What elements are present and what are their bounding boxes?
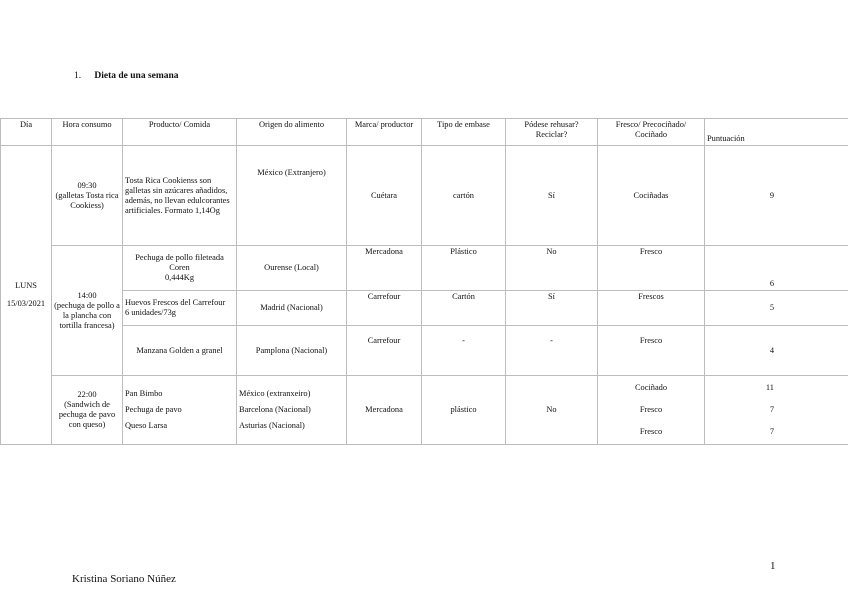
meal-description: (galletas Tosta rica Cookiess) bbox=[55, 190, 119, 210]
footer-author: Kristina Soriano Núñez bbox=[72, 573, 176, 585]
document-heading bbox=[74, 71, 179, 81]
state-value: Fresco bbox=[639, 427, 663, 436]
score-cell: 5 bbox=[705, 291, 848, 326]
time-cell bbox=[52, 376, 123, 445]
meal-description: (Sandwich de pechuga de pavo con queso) bbox=[58, 400, 116, 429]
brand-cell: Carrefour bbox=[347, 326, 422, 376]
reusable-cell: No bbox=[506, 246, 598, 291]
reusable-cell: Sí bbox=[506, 146, 598, 246]
origin-cell: Pamplona (Nacional) bbox=[237, 326, 347, 376]
packaging-cell: plástico bbox=[422, 376, 506, 445]
product-name: Queso Larsa bbox=[125, 421, 168, 430]
header-cell: Puntuación bbox=[705, 119, 848, 146]
heading-number: 1. bbox=[74, 71, 82, 81]
header-cell: Fresco/ Precociñado/ Cociñado bbox=[598, 119, 705, 146]
day-date: 15/03/2021 bbox=[6, 299, 46, 308]
table-row bbox=[1, 291, 848, 326]
meal-description: (pechuga de pollo a la plancha con tortilla francesa) bbox=[54, 300, 120, 330]
origin-name: Barcelona (Nacional) bbox=[239, 405, 311, 414]
product-cell bbox=[123, 291, 237, 326]
meal-time: 14:00 bbox=[77, 290, 97, 300]
score-cell: 4 bbox=[705, 326, 848, 376]
origin-cell: Madrid (Nacional) bbox=[237, 291, 347, 326]
day-name: LUNS bbox=[15, 281, 37, 290]
packaging-cell: - bbox=[422, 326, 506, 376]
product-name: Pan Bimbo bbox=[125, 389, 163, 398]
table-header-row bbox=[1, 119, 848, 146]
meal-time: 22:00 bbox=[77, 390, 97, 399]
product-name: Pechuga de pavo bbox=[125, 405, 182, 414]
header-cell: Producto/ Comida bbox=[123, 119, 237, 146]
product-cell: Tosta Rica Cookienss son galletas sin azúcares añadidos, además, no llevan edulcorantes artificiales. Formato 1,14Og bbox=[123, 146, 237, 246]
brand-cell: Carrefour bbox=[347, 291, 422, 326]
state-value: Cociñado bbox=[634, 383, 668, 392]
table-row bbox=[1, 146, 848, 246]
product-name: Pechuga de pollo fileteada Coren bbox=[135, 253, 224, 272]
packaging-cell: Cartón bbox=[422, 291, 506, 326]
reusable-cell: - bbox=[506, 326, 598, 376]
header-cell: Marca/ productor bbox=[347, 119, 422, 146]
packaging-cell: Plástico bbox=[422, 246, 506, 291]
reusable-cell: No bbox=[506, 376, 598, 445]
score-value: 7 bbox=[769, 427, 774, 436]
meal-time: 09:30 bbox=[77, 180, 97, 190]
state-cell: Fresco bbox=[598, 326, 705, 376]
score-value: 11 bbox=[765, 383, 774, 392]
header-cell: Tipo de embase bbox=[422, 119, 506, 146]
state-cell: Fresco bbox=[598, 246, 705, 291]
product-name: Huevos Frescos del Carrefour bbox=[125, 298, 226, 307]
state-cell bbox=[598, 376, 705, 445]
day-cell bbox=[1, 146, 52, 445]
header-cell: Pódese rehusar? Reciclar? bbox=[506, 119, 598, 146]
origin-name: México (extranxeiro) bbox=[239, 389, 311, 398]
score-cell bbox=[705, 376, 848, 445]
origin-cell: Ourense (Local) bbox=[237, 246, 347, 291]
state-value: Fresco bbox=[639, 405, 663, 414]
score-cell: 9 bbox=[705, 146, 848, 246]
product-quantity: 0,444Kg bbox=[164, 273, 195, 282]
product-cell bbox=[123, 376, 237, 445]
time-cell bbox=[52, 246, 123, 376]
table-row bbox=[1, 246, 848, 291]
brand-cell: Mercadona bbox=[347, 246, 422, 291]
brand-cell: Cuétara bbox=[347, 146, 422, 246]
table-row bbox=[1, 376, 848, 445]
origin-cell: México (Extranjero) bbox=[237, 146, 347, 246]
product-cell bbox=[123, 246, 237, 291]
state-cell: Cociñadas bbox=[598, 146, 705, 246]
score-value: 7 bbox=[769, 405, 774, 414]
product-cell: Manzana Golden a granel bbox=[123, 326, 237, 376]
reusable-cell: Sí bbox=[506, 291, 598, 326]
page-number: 1 bbox=[770, 560, 776, 572]
header-cell: Hora consumo bbox=[52, 119, 123, 146]
packaging-cell: cartón bbox=[422, 146, 506, 246]
time-cell bbox=[52, 146, 123, 246]
origin-name: Asturias (Nacional) bbox=[239, 421, 305, 430]
heading-title: Dieta de una semana bbox=[94, 71, 179, 81]
state-cell: Frescos bbox=[598, 291, 705, 326]
origin-cell bbox=[237, 376, 347, 445]
product-quantity: 6 unidades/73g bbox=[125, 308, 176, 317]
header-cell: Origen do alimento bbox=[237, 119, 347, 146]
diet-table bbox=[0, 118, 848, 445]
table-row bbox=[1, 326, 848, 376]
header-cell: Día bbox=[1, 119, 52, 146]
brand-cell: Mercadona bbox=[347, 376, 422, 445]
score-cell: 6 bbox=[705, 246, 848, 291]
